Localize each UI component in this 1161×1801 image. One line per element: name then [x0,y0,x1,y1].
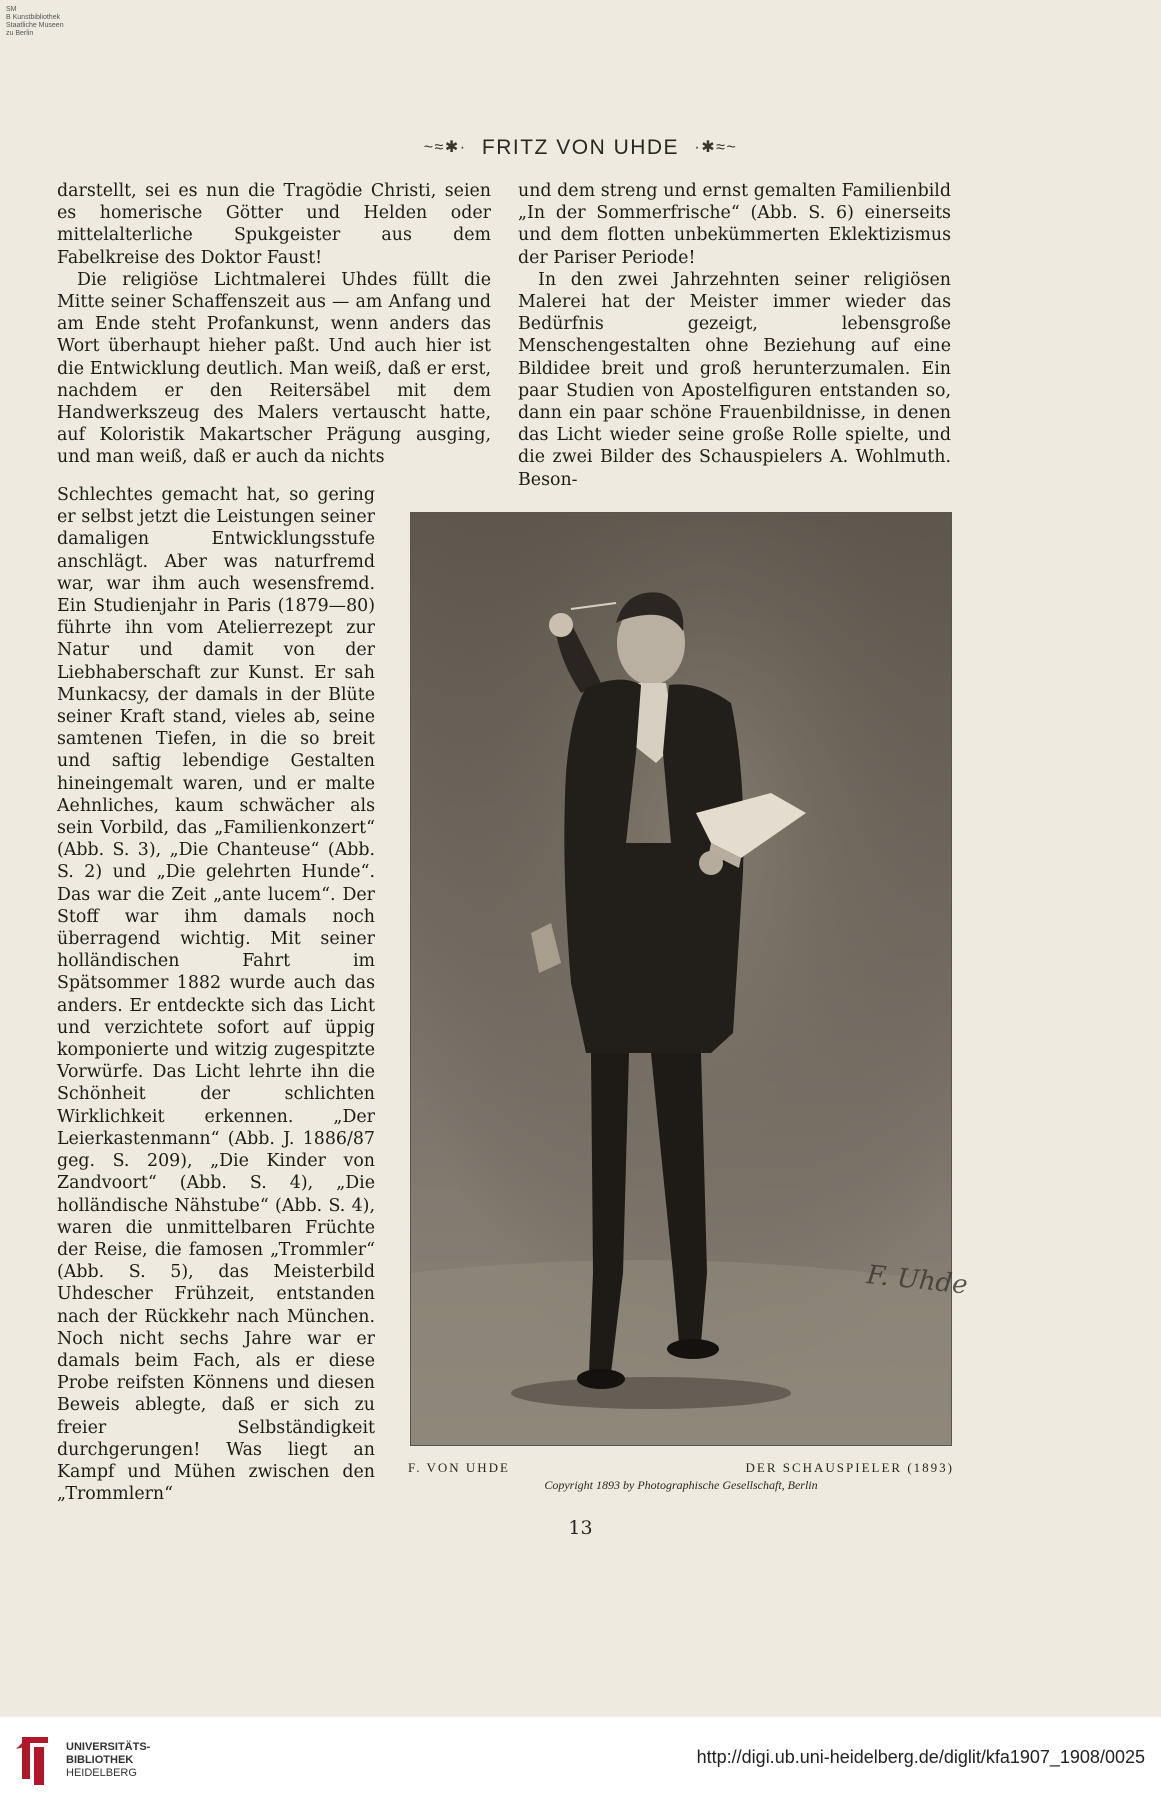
stamp-line: zu Berlin [6,30,34,37]
left-column-narrow [57,484,375,1505]
left-column-top [57,180,491,469]
caption-artist: F. VON UHDE [408,1460,510,1475]
stamp-line: B Kunstbibliothek [6,14,61,21]
actor-painting [411,513,970,1445]
caption-copyright: Copyright 1893 by Photographische Gesellschaft, Berlin [544,1478,818,1492]
running-head [0,136,1161,160]
document-url-link[interactable]: http://digi.ub.uni-heidelberg.de/diglit/kfa1907_1908/0025 [696,1747,1145,1767]
library-name-line: BIBLIOTHEK [66,1754,134,1766]
paragraph: darstellt, sei es nun die Tragödie Christi, seien es homerische Götter und Helden oder mittelalterliche Spukgeister aus dem Fabelkreise des Doktor Faust! [57,181,491,268]
painter-signature: F. Uhde [865,1260,970,1301]
library-name[interactable] [66,1741,150,1780]
paragraph: und dem streng und ernst gemalten Familienbild „In der Sommerfrische“ (Abb. S. 6) einerseits und dem flotten unbekümmerten Eklektizismus der Pariser Periode! [518,181,951,268]
left-ornament-icon: ~≈✱· [423,139,467,156]
viewer-footer [0,1717,1161,1801]
page-title: FRITZ VON UHDE [481,136,680,159]
right-ornament-icon: ·✱≈~ [694,139,738,156]
right-column [518,180,951,491]
page-number: 13 [568,1517,593,1539]
stamp-line: Staatliche Museen [6,22,64,29]
painting-illustration [410,512,970,1446]
shadow [511,1377,791,1409]
library-stamp [6,6,64,38]
library-name-line: HEIDELBERG [66,1767,137,1779]
library-name-line: UNIVERSITÄTS- [66,1741,151,1753]
caption-title: DER SCHAUSPIELER (1893) [745,1460,954,1475]
paragraph: In den zwei Jahrzehnten seiner religiösen Malerei hat der Meister immer wieder das Bedürfnis gezeigt, lebensgroße Menschengestalten ohne Beziehung auf eine Bildidee breit und groß herunterzumalen. Ein paar Studien von Apostelfiguren entstanden so, dann ein paar schöne Frauenbildnisse, in denen das Licht wieder seine große Rolle spielte, und die zwei Bilder des Schauspielers A. Wohlmuth. Beson- [518,269,951,490]
paragraph: Die religiöse Lichtmalerei Uhdes füllt die Mitte seiner Schaffenszeit aus — am Anfang und am Ende steht Profankunst, wenn anders das Wort überhaupt hieher paßt. Und auch hier ist die Entwicklung deutlich. Man weiß, daß er erst, nachdem er den Reitersäbel mit dem Handwerkszeug des Malers vertauscht hatte, auf Koloristik Makartscher Prägung ausging, und man weiß, daß er auch da nichts [57,269,491,468]
library-logo-icon[interactable] [12,1729,58,1789]
figure-caption [408,1460,954,1476]
paragraph: Schlechtes gemacht hat, so gering er selbst jetzt die Leistungen seiner damaligen Entwicklungsstufe anschlägt. Aber was naturfremd war, war ihm auch wesensfremd. Ein Studienjahr in Paris (1879—80) führte ihn vom Atelierrezept zur Natur und damit von der Liebhaberschaft zur Kunst. Er sah Munkacsy, der damals in der Blüte seiner Kraft stand, vieles ab, seine samtenen Tiefen, in die so breit und saftig lebendige Gestalten hineingemalt waren, und er malte Aehnliches, kaum schwächer als sein Vorbild, das „Familienkonzert“ (Abb. S. 3), „Die Chanteuse“ (Abb. S. 2) und „Die gelehrten Hunde“. Das war die Zeit „ante lucem“. Der Stoff war ihm damals noch überragend wichtig. Mit seiner holländischen Fahrt im Spätsommer 1882 wurde auch das anders. Er entdeckte sich das Licht und verzichtete sofort auf üppig komponierte und witzig zugespitzte Vorwürfe. Das Licht lehrte ihn die Schönheit der schlichten Wirklichkeit erkennen. „Der Leierkastenmann“ (Abb. J. 1886/87 geg. S. 209), „Die Kinder von Zandvoort“ (Abb. S. 4), „Die holländische Nähstube“ (Abb. S. 4), waren die unmittelbaren Früchte der Reise, die famosen „Trommler“ (Abb. S. 5), das Meisterbild Uhdescher Frühzeit, entstanden nach der Rückkehr nach München. Noch nicht sechs Jahre war er damals beim Fach, als er diese Probe reifsten Könnens und diesen Beweis ablegte, daß er sich zu freier Selbständigkeit durchgerungen! Was liegt an Kampf und Mühen zwischen den „Trommlern“ [57,485,375,1505]
stamp-line: SM [6,6,17,13]
